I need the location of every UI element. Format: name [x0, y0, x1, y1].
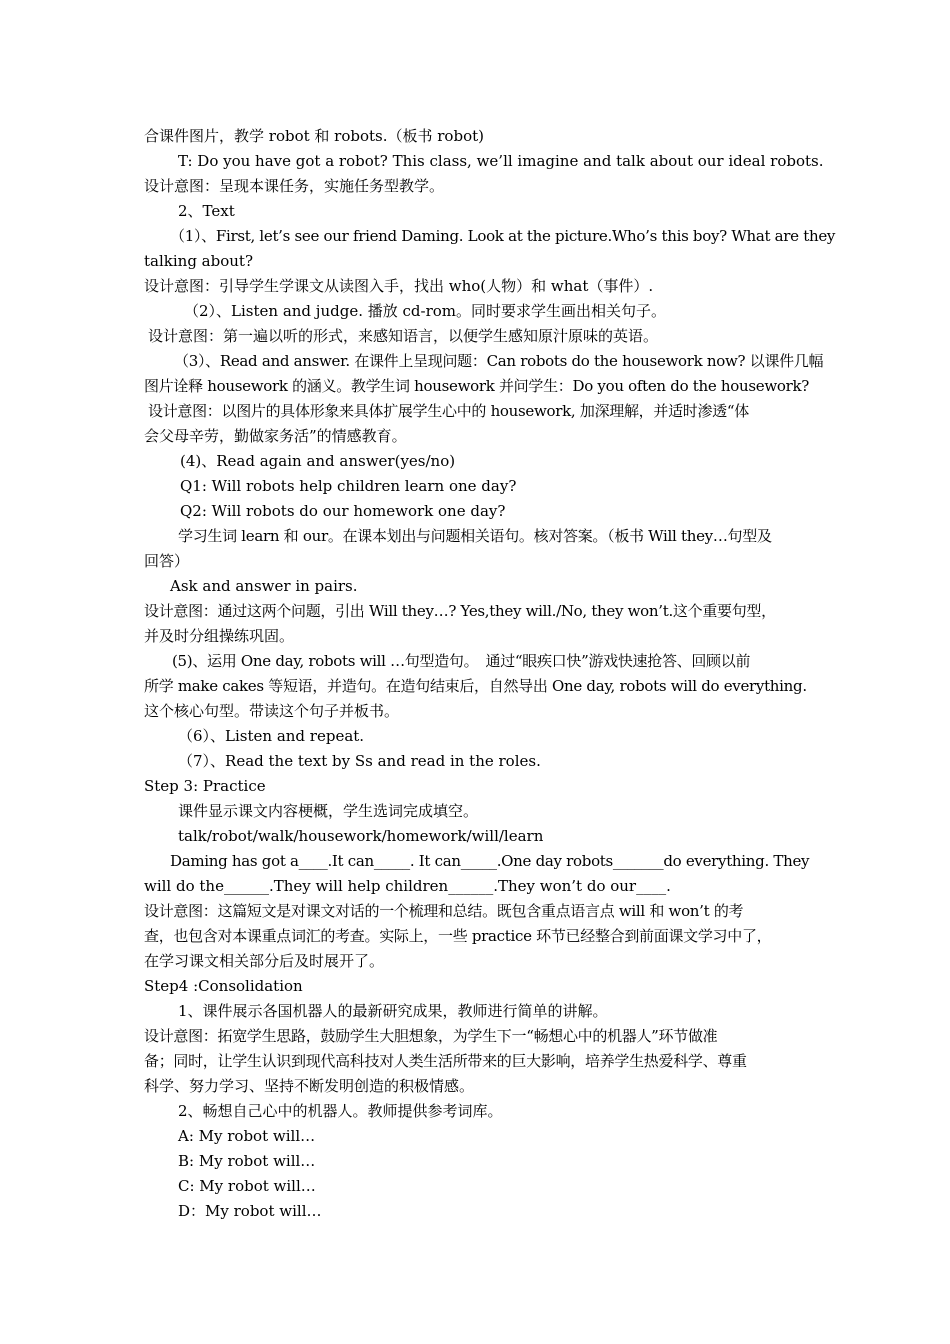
text-line: 合课件图片，教学 robot 和 robots.（板书 robot) — [144, 127, 484, 145]
sentence-option: A: My robot will… — [178, 1127, 316, 1145]
text-line: 并及时分组操练巩固。 — [144, 627, 295, 645]
fill-in-blank-line: Daming has got a____.It can_____. It can_____.One day robots_______do everything. They — [170, 852, 810, 870]
text-line: （6）、Listen and repeat. — [178, 727, 365, 745]
fill-in-blank-line: will do the______.They will help children______.They won’t do our____. — [144, 877, 671, 895]
text-line: 备；同时，让学生认识到现代高科技对人类生活所带来的巨大影响，培养学生热爱科学、尊重 — [144, 1052, 747, 1070]
document-body — [144, 124, 836, 1224]
text-line: 会父母辛劳，勤做家务活”的情感教育。 — [144, 427, 407, 445]
text-line: （1）、First, let’s see our friend Daming. Look at the picture.Who’s this boy? What are they — [170, 227, 836, 245]
step-heading: Step 3: Practice — [144, 777, 266, 795]
design-intent-line: 设计意图：拓宽学生思路，鼓励学生大胆想象，为学生下一“畅想心中的机器人”环节做准 — [144, 1027, 718, 1045]
design-intent-line: 设计意图：以图片的具体形象来具体扩展学生心中的 housework, 加深理解，并适时渗透“体 — [148, 402, 749, 420]
design-intent-line: 设计意图：这篇短文是对课文对话的一个梳理和总结。既包含重点语言点 will 和 won’t 的考 — [144, 902, 744, 920]
text-line: 在学习课文相关部分后及时展开了。 — [144, 952, 385, 970]
text-line: 这个核心句型。带读这个句子并板书。 — [144, 702, 400, 720]
text-line: 1、课件展示各国机器人的最新研究成果，教师进行简单的讲解。 — [178, 1002, 608, 1020]
text-line: （3）、Read and answer. 在课件上呈现问题：Can robots do the housework now? 以课件几幅 — [174, 352, 824, 370]
text-line: 图片诠释 housework 的涵义。教学生词 housework 并问学生：Do you often do the housework? — [144, 377, 809, 395]
sentence-option: B: My robot will… — [178, 1152, 316, 1170]
question-line: Q2: Will robots do our homework one day? — [180, 502, 506, 520]
text-line: 2、畅想自己心中的机器人。教师提供参考词库。 — [178, 1102, 503, 1120]
text-line: 学习生词 learn 和 our。在课本划出与问题相关语句。核对答案。（板书 Will they…句型及 — [178, 527, 772, 545]
step-heading: Step4 :Consolidation — [144, 977, 303, 995]
section-heading-text: 2、Text — [178, 202, 235, 220]
design-intent-line: 设计意图：呈现本课任务，实施任务型教学。 — [144, 177, 445, 195]
text-line: 所学 make cakes 等短语，并造句。在造句结束后，自然导出 One day, robots will do everything. — [144, 677, 807, 695]
text-line: talking about? — [144, 252, 253, 270]
text-line: Ask and answer in pairs. — [170, 577, 358, 595]
text-line: (4)、Read again and answer(yes/no) — [180, 452, 456, 470]
text-line: （2）、Listen and judge. 播放 cd-rom。同时要求学生画出相关句子。 — [184, 302, 667, 320]
text-line: 查，也包含对本课重点词汇的考查。实际上，一些 practice 环节已经整合到前面课文学习中了， — [144, 927, 772, 945]
design-intent-line: 设计意图：第一遍以听的形式，来感知语言，以便学生感知原汁原味的英语。 — [148, 327, 659, 345]
text-line: 科学、努力学习、坚持不断发明创造的积极情感。 — [144, 1077, 475, 1095]
design-intent-line: 设计意图：引导学生学课文从读图入手，找出 who(人物）和 what（事件）. — [144, 277, 654, 295]
text-line: 回答） — [144, 552, 190, 570]
design-intent-line: 设计意图：通过这两个问题，引出 Will they…? Yes,they will./No, they won’t.这个重要句型， — [144, 602, 776, 620]
sentence-option: C: My robot will… — [178, 1177, 316, 1195]
text-line: （7）、Read the text by Ss and read in the roles. — [178, 752, 541, 770]
word-bank-line: talk/robot/walk/housework/homework/will/learn — [178, 827, 544, 845]
text-line: T: Do you have got a robot? This class, we’ll imagine and talk about our ideal robots. — [178, 152, 824, 170]
text-line: 课件显示课文内容梗概，学生选词完成填空。 — [178, 802, 479, 820]
question-line: Q1: Will robots help children learn one day? — [180, 477, 517, 495]
sentence-option: D：My robot will… — [178, 1202, 322, 1220]
text-line: (5)、运用 One day, robots will …句型造句。 通过“眼疾口快”游戏快速抢答、回顾以前 — [172, 652, 751, 670]
